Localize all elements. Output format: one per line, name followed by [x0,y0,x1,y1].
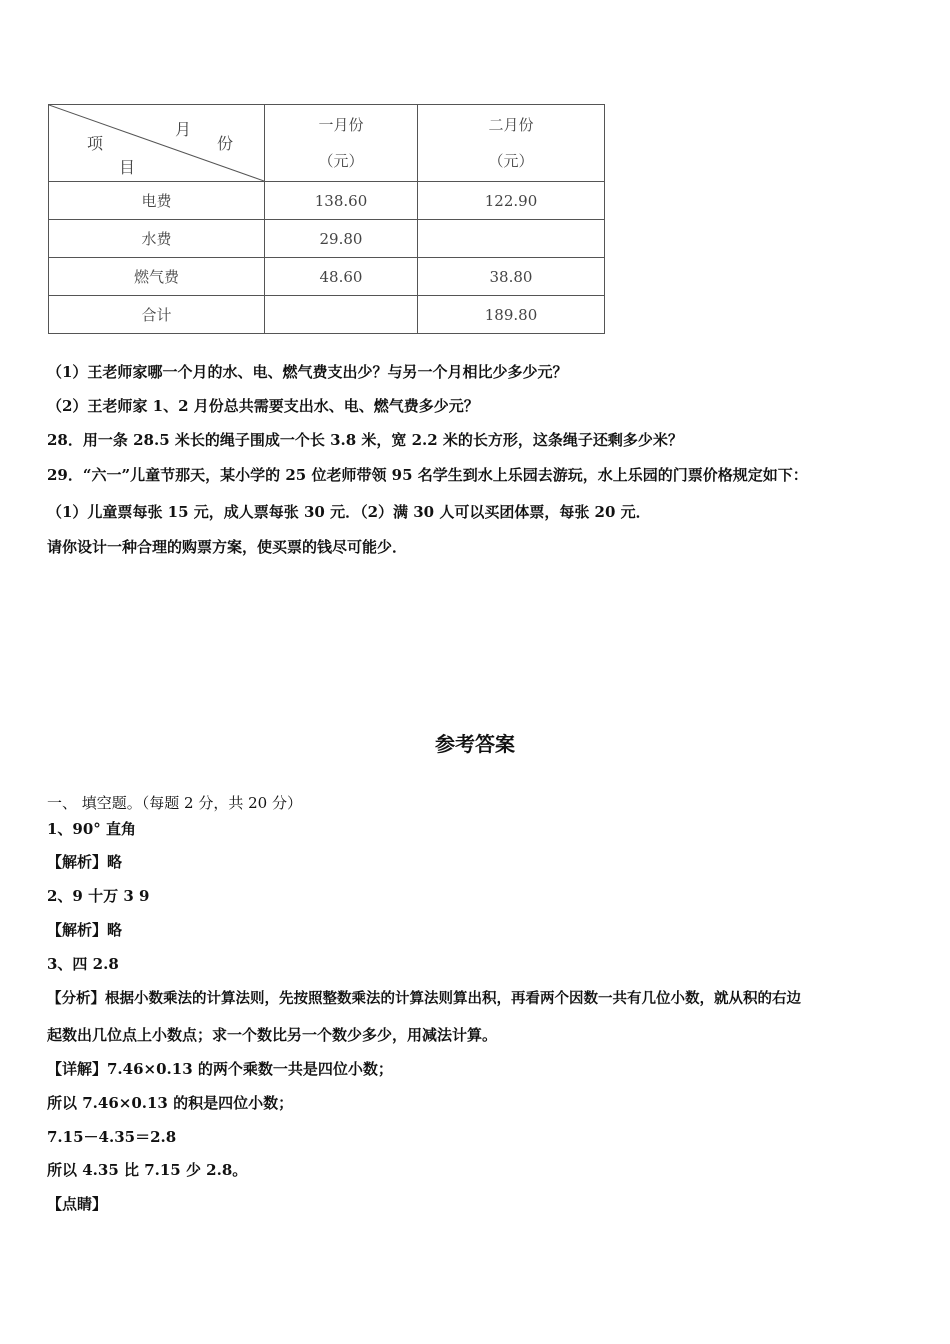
section-heading: 一、 填空题。（每题 2 分，共 20 分） [47,794,302,812]
answers-title: 参考答案 [435,732,515,756]
answer-3-point: 【点睛】 [47,1195,108,1213]
answer-3-detail-1: 【详解】7.46×0.13 的两个乘数一共是四位小数； [47,1060,393,1078]
answer-3-detail-3: 7.15－4.35＝2.8 [47,1128,177,1146]
answer-3-detail-2: 所以 7.46×0.13 的积是四位小数； [47,1094,294,1112]
fee-table [48,104,605,334]
header-january [265,105,418,182]
table-row [49,258,605,296]
answer-2-note: 【解析】略 [47,921,123,939]
table-header-row [49,105,605,182]
question-29: 29．“六一”儿童节那天，某小学的 25 位老师带领 95 名学生到水上乐园去游玩，水上乐园的门票价格规定如下： [47,466,808,484]
row-item: 水费 [49,220,265,258]
row-feb [418,220,605,258]
answer-3-detail-4: 所以 4.35 比 7.15 少 2.8。 [47,1161,248,1179]
table-row [49,296,605,334]
question-27-part-2: （2）王老师家 1、2 月份总共需要支出水、电、燃气费多少元？ [47,397,479,415]
row-feb: 122.90 [418,182,605,220]
row-jan: 48.60 [265,258,418,296]
question-27-part-1: （1）王老师家哪一个月的水、电、燃气费支出少？与另一个月相比少多少元？ [47,363,568,381]
header-january-label: 一月份 [318,116,364,134]
diagonal-header-cell [49,105,265,182]
answer-3-analysis-1: 【分析】根据小数乘法的计算法则，先按照整数乘法的计算法则算出积，再看两个因数一共有几位小数，就从积的右边 [47,990,801,1007]
answer-2: 2、9 十万 3 9 [47,887,150,905]
row-feb: 38.80 [418,258,605,296]
diag-label-month: 月 [175,120,192,139]
answer-1-note: 【解析】略 [47,853,123,871]
row-item: 电费 [49,182,265,220]
header-january-unit: （元） [318,152,364,170]
row-jan: 138.60 [265,182,418,220]
diag-label-fen: 份 [217,134,234,153]
question-29-rules: （1）儿童票每张 15 元，成人票每张 30 元．（2）满 30 人可以买团体票，每张 20 元． [47,503,651,521]
table-row [49,182,605,220]
header-february-unit: （元） [488,152,534,170]
row-item: 燃气费 [49,258,265,296]
diag-label-mu: 目 [119,158,136,177]
row-item: 合计 [49,296,265,334]
question-28: 28．用一条 28.5 米长的绳子围成一个长 3.8 米，宽 2.2 米的长方形，这条绳子还剩多少米？ [47,431,683,449]
header-february-label: 二月份 [488,116,534,134]
answer-1: 1、90° 直角 [47,820,137,838]
answer-3-analysis-2: 起数出几位点上小数点；求一个数比另一个数少多少，用减法计算。 [47,1026,498,1044]
row-feb: 189.80 [418,296,605,334]
diag-label-xiang: 项 [87,134,104,153]
row-jan: 29.80 [265,220,418,258]
row-jan [265,296,418,334]
header-february [418,105,605,182]
table-row [49,220,605,258]
answer-3: 3、四 2.8 [47,955,119,973]
question-29-ask: 请你设计一种合理的购票方案，使买票的钱尽可能少． [47,538,408,556]
